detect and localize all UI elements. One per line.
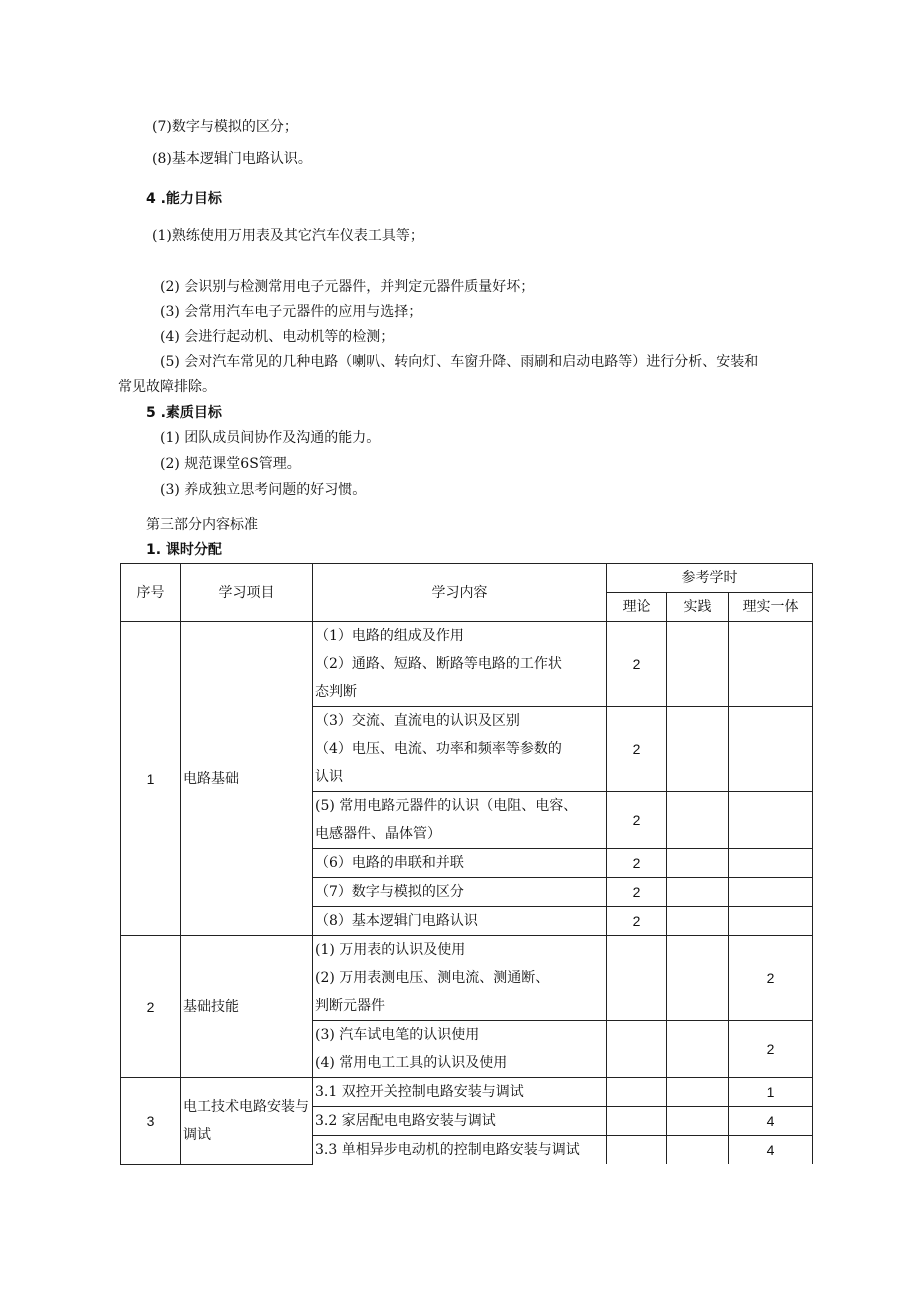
integrated-hours-cell: 2 xyxy=(729,1021,813,1078)
content-line: (3) 汽车试电笔的认识使用 xyxy=(315,1027,480,1043)
header-row xyxy=(121,564,813,593)
content-line: （4）电压、电流、功率和频率等参数的 xyxy=(315,741,562,757)
theory-hours-cell: 2 xyxy=(607,849,667,878)
content-line: 3.3 单相异步电动机的控制电路安装与调试 xyxy=(315,1142,580,1158)
theory-hours-cell xyxy=(607,1136,667,1165)
hours-table xyxy=(120,563,813,1165)
content-line: 态判断 xyxy=(315,684,357,700)
content-line: （3）交流、直流电的认识及区别 xyxy=(315,713,520,729)
practice-hours-cell xyxy=(667,1136,729,1165)
table-row xyxy=(121,936,813,1021)
project-cell: 基础技能 xyxy=(181,936,313,1078)
theory-hours-cell xyxy=(607,1078,667,1107)
header-integrated: 理实一体 xyxy=(729,593,813,622)
hours-table-body xyxy=(121,564,813,1165)
practice-hours-cell xyxy=(667,907,729,936)
content-line: (2) 万用表测电压、测电流、测通断、 xyxy=(315,970,550,986)
theory-hours-cell: 2 xyxy=(607,878,667,907)
integrated-hours-cell xyxy=(729,849,813,878)
content-line: （1）电路的组成及作用 xyxy=(315,628,464,644)
integrated-hours-cell: 1 xyxy=(729,1078,813,1107)
content-cell xyxy=(313,849,607,878)
practice-hours-cell xyxy=(667,1021,729,1078)
text-line-a4: (4) 会进行起动机、电动机等的检测； xyxy=(160,329,395,345)
content-line: （7）数字与模拟的区分 xyxy=(315,884,464,900)
content-cell xyxy=(313,936,607,1021)
header-project: 学习项目 xyxy=(181,564,313,622)
content-line: (5) 常用电路元器件的认识（电阻、电容、 xyxy=(315,798,578,814)
content-cell xyxy=(313,907,607,936)
content-line: (1) 万用表的认识及使用 xyxy=(315,942,466,958)
content-cell xyxy=(313,1136,607,1165)
content-line: （6）电路的串联和并联 xyxy=(315,855,464,871)
content-cell xyxy=(313,1107,607,1136)
content-cell xyxy=(313,707,607,792)
content-line: (4) 常用电工工具的认识及使用 xyxy=(315,1055,508,1071)
content-line: （2）通路、短路、断路等电路的工作状 xyxy=(315,656,562,672)
theory-hours-cell: 2 xyxy=(607,907,667,936)
header-practice: 实践 xyxy=(667,593,729,622)
theory-hours-cell: 2 xyxy=(607,707,667,792)
table-row xyxy=(121,622,813,707)
heading-quality-goals: 5 .素质目标 xyxy=(146,405,222,421)
content-cell xyxy=(313,792,607,849)
content-cell xyxy=(313,1021,607,1078)
table-row xyxy=(121,1078,813,1107)
integrated-hours-cell xyxy=(729,622,813,707)
integrated-hours-cell xyxy=(729,792,813,849)
content-line: （8）基本逻辑门电路认识 xyxy=(315,913,478,929)
content-line: 电感器件、晶体管） xyxy=(315,826,441,842)
integrated-hours-cell xyxy=(729,907,813,936)
practice-hours-cell xyxy=(667,707,729,792)
integrated-hours-cell: 2 xyxy=(729,936,813,1021)
practice-hours-cell xyxy=(667,878,729,907)
content-line: 3.1 双控开关控制电路安装与调试 xyxy=(315,1084,524,1100)
seq-cell: 3 xyxy=(121,1078,181,1165)
content-line: 3.2 家居配电电路安装与调试 xyxy=(315,1113,496,1129)
integrated-hours-cell xyxy=(729,707,813,792)
theory-hours-cell xyxy=(607,1021,667,1078)
seq-cell: 2 xyxy=(121,936,181,1078)
integrated-hours-cell xyxy=(729,878,813,907)
theory-hours-cell xyxy=(607,936,667,1021)
header-ref-hours: 参考学时 xyxy=(607,564,813,593)
text-line-a5a: (5) 会对汽车常见的几种电路（喇叭、转向灯、车窗升降、雨刷和启动电路等）进行分析、安装和 xyxy=(160,354,759,370)
practice-hours-cell xyxy=(667,849,729,878)
text-line-a3: (3) 会常用汽车电子元器件的应用与选择； xyxy=(160,304,423,320)
header-theory: 理论 xyxy=(607,593,667,622)
integrated-hours-cell: 4 xyxy=(729,1107,813,1136)
practice-hours-cell xyxy=(667,1107,729,1136)
text-line-a5b: 常见故障排除。 xyxy=(118,379,216,395)
project-cell: 电路基础 xyxy=(181,622,313,936)
part-three-heading: 第三部分内容标准 xyxy=(146,517,258,533)
header-content: 学习内容 xyxy=(313,564,607,622)
practice-hours-cell xyxy=(667,792,729,849)
practice-hours-cell xyxy=(667,622,729,707)
text-line-q3: (3) 养成独立思考问题的好习惯。 xyxy=(160,482,367,498)
heading-ability-goals: 4 .能力目标 xyxy=(146,191,222,207)
integrated-hours-cell: 4 xyxy=(729,1136,813,1165)
section-hours-heading: 1. 课时分配 xyxy=(146,542,222,558)
content-cell xyxy=(313,622,607,707)
text-line-p8: (8)基本逻辑门电路认识。 xyxy=(152,151,312,167)
practice-hours-cell xyxy=(667,1078,729,1107)
text-line-p7: (7)数字与模拟的区分； xyxy=(152,119,298,135)
text-line-q1: (1) 团队成员间协作及沟通的能力。 xyxy=(160,430,381,446)
project-cell: 电工技术电路安装与调试 xyxy=(181,1078,313,1165)
header-seq: 序号 xyxy=(121,564,181,622)
content-cell xyxy=(313,1078,607,1107)
theory-hours-cell xyxy=(607,1107,667,1136)
theory-hours-cell: 2 xyxy=(607,622,667,707)
text-line-a2: (2) 会识别与检测常用电子元器件，并判定元器件质量好坏； xyxy=(160,279,535,295)
text-line-a1: (1)熟练使用万用表及其它汽车仪表工具等； xyxy=(152,228,424,244)
content-cell xyxy=(313,878,607,907)
practice-hours-cell xyxy=(667,936,729,1021)
seq-cell: 1 xyxy=(121,622,181,936)
content-line: 认识 xyxy=(315,769,343,785)
theory-hours-cell: 2 xyxy=(607,792,667,849)
text-line-q2: (2) 规范课堂6S管理。 xyxy=(160,456,301,472)
content-line: 判断元器件 xyxy=(315,998,385,1014)
